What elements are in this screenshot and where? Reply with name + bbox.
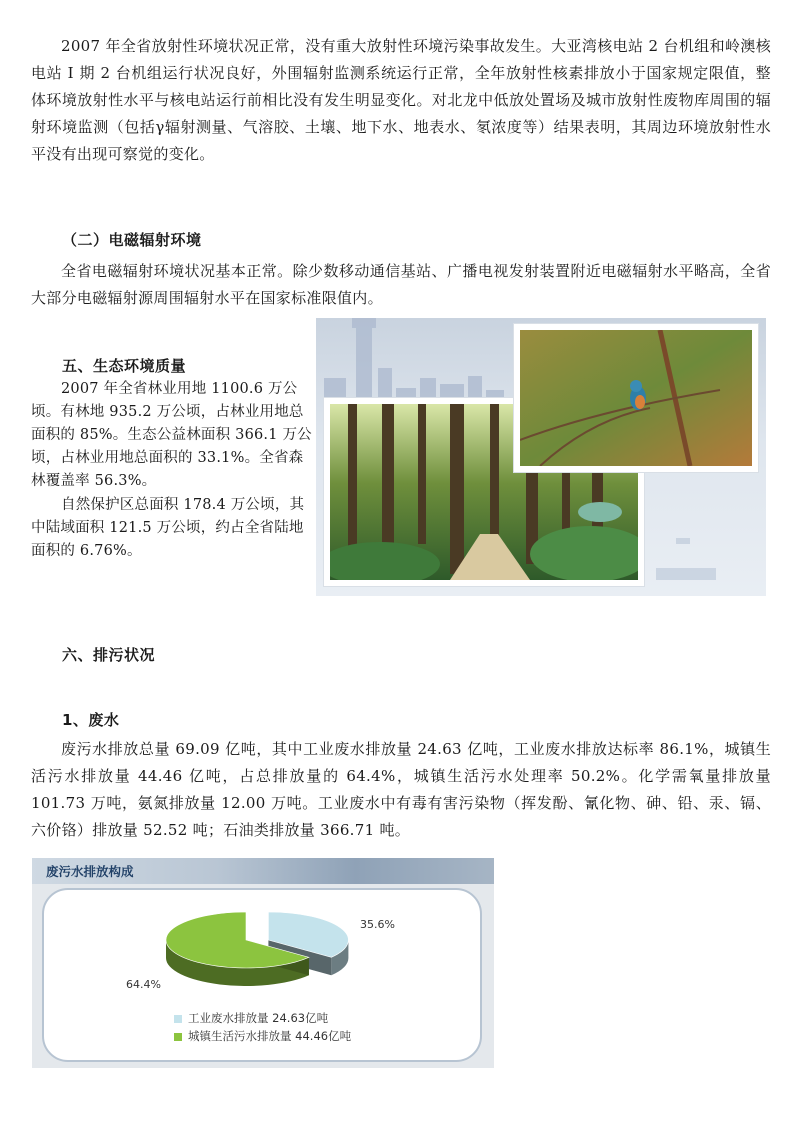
- eco-heading: 五、生态环境质量: [62, 357, 187, 375]
- radiation-paragraph: 2007 年全省放射性环境状况正常，没有重大放射性环境污染事故发生。大亚湾核电站 2 台机组和岭澳核电站 Ⅰ 期 2 台机组运行状况良好，外围辐射监测系统运行正常，全年放射性核素排放小于国家规定限值，整体环境放射性水平与核电站运行前相比没有发生明显变化。对北龙中低放处置场及城市放射性废物库周围的辐射环境监测（包括γ辐射测量、气溶胶、土壤、地下水、地表水、氡浓度等）结果表明，其周边环境放射性水平没有出现可察觉的变化。: [31, 37, 771, 163]
- chart-title: 废污水排放构成: [46, 864, 134, 879]
- legend-swatch-industrial: [174, 1015, 182, 1023]
- pie-value-label-0: 35.6%: [360, 918, 395, 931]
- wastewater-chart: [32, 858, 494, 1068]
- eco-photo-collage: [316, 318, 766, 596]
- pie-value-label-1: 64.4%: [126, 978, 161, 991]
- legend-label-urban: 城镇生活污水排放量 44.46亿吨: [188, 1029, 352, 1043]
- legend-item-urban: [174, 1028, 351, 1044]
- legend-label-industrial: 工业废水排放量 24.63亿吨: [188, 1011, 329, 1025]
- chart-plot-area: [42, 888, 482, 1062]
- kingfisher-photo: [514, 324, 758, 472]
- legend-swatch-urban: [174, 1033, 182, 1041]
- em-heading: （二）电磁辐射环境: [62, 231, 202, 249]
- wastewater-heading: 1、废水: [62, 711, 120, 729]
- legend-item-industrial: [174, 1010, 328, 1026]
- em-paragraph: 全省电磁辐射环境状况基本正常。除少数移动通信基站、广播电视发射装置附近电磁辐射水平略高，全省大部分电磁辐射源周围辐射水平在国家标准限值内。: [31, 262, 771, 307]
- discharge-heading: 六、排污状况: [62, 646, 156, 664]
- eco-paragraph-1: 2007 年全省林业用地 1100.6 万公顷。有林地 935.2 万公顷，占林业用地总面积的 85%。生态公益林面积 366.1 万公顷，占林业用地总面积的 33.1%。全省森林覆盖率 56.3%。: [31, 381, 312, 489]
- eco-paragraph-2: 自然保护区总面积 178.4 万公顷，其中陆域面积 121.5 万公顷，约占全省陆地面积的 6.76%。: [31, 497, 305, 559]
- wastewater-paragraph: 废污水排放总量 69.09 亿吨，其中工业废水排放量 24.63 亿吨，工业废水排放达标率 86.1%，城镇生活污水排放量 44.46 亿吨，占总排放量的 64.4%，城镇生活污水处理率 50.2%。化学需氧量排放量 101.73 万吨，氨氮排放量 12.00 万吨。工业废水中有毒有害污染物（挥发酚、氰化物、砷、铅、汞、镉、六价铬）排放量 52.52 吨；石油类排放量 366.71 吨。: [31, 740, 771, 839]
